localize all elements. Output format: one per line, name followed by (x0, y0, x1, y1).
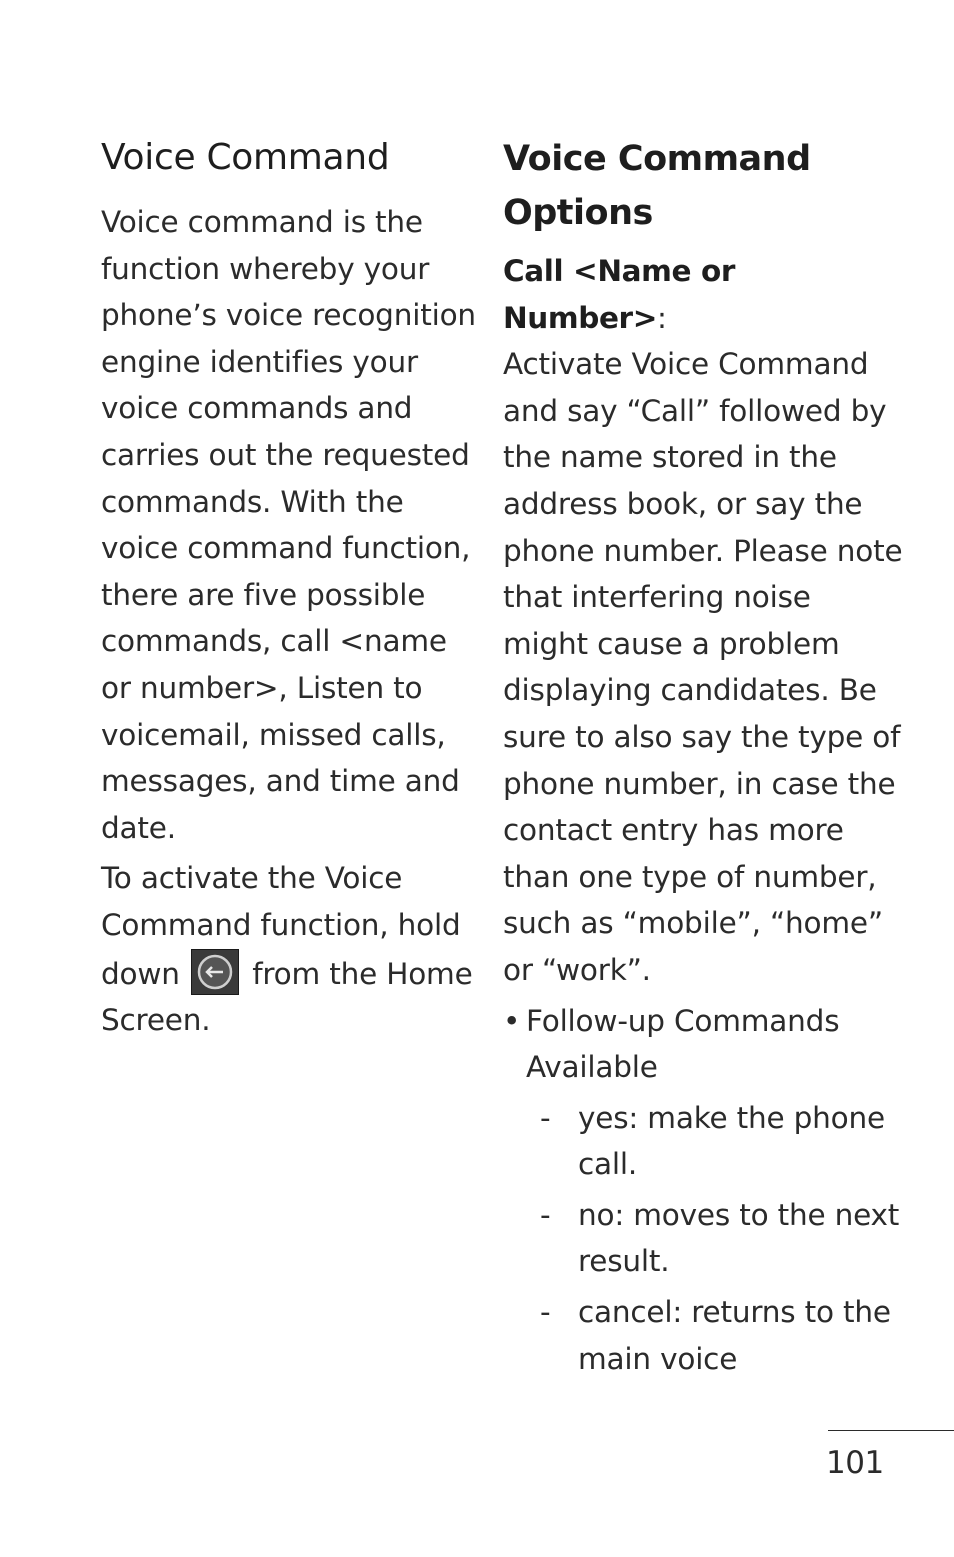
activation-text-before: To activate the Voice Command function, hold down (101, 861, 461, 991)
left-column (101, 132, 481, 1044)
call-option-label: Call <Name or Number> (503, 254, 735, 335)
call-option-body: Activate Voice Command and say “Call” followed by the name stored in the address book, or say the phone number. Please note that interfering noise might cause a problem displaying candidates. Be sure to also say the type of phone number, in case the contact entry has more than one type of number, such as “mobile”, “home” or “work”. (503, 347, 903, 987)
section-heading-voice-command-options: Voice Command Options (503, 139, 811, 233)
followup-text: Follow-up Commands Available (526, 1003, 840, 1085)
activation-paragraph (101, 855, 481, 1043)
intro-paragraph: Voice command is the function whereby your phone’s voice recognition engine identifies your voice commands and carries out the requested commands. With the voice command function, there are five possible commands, call <name or number>, Listen to voicemail, missed calls, messages, and time and date. (101, 205, 476, 845)
call-option-paragraph (503, 248, 903, 994)
bullet-mark: • (503, 1003, 521, 1038)
dash-mark: - (540, 1295, 551, 1330)
call-option-colon: : (657, 300, 667, 335)
footer-rule (828, 1430, 954, 1431)
subitem-cancel (503, 1289, 903, 1382)
right-column (503, 132, 903, 1382)
followup-bullet (503, 998, 903, 1091)
section-heading-voice-command: Voice Command (101, 137, 390, 178)
subitem-text: yes: make the phone call. (578, 1100, 885, 1182)
activation-text-after: from the Home Screen. (101, 956, 473, 1038)
dash-mark: - (540, 1197, 551, 1232)
dash-mark: - (540, 1100, 551, 1135)
page-number: 101 (826, 1445, 884, 1481)
subitem-text: cancel: returns to the main voice (578, 1295, 891, 1376)
subitem-text: no: moves to the next result. (578, 1197, 900, 1279)
subitem-no (503, 1192, 903, 1285)
subitem-yes (503, 1095, 903, 1188)
back-key-icon (191, 949, 239, 995)
